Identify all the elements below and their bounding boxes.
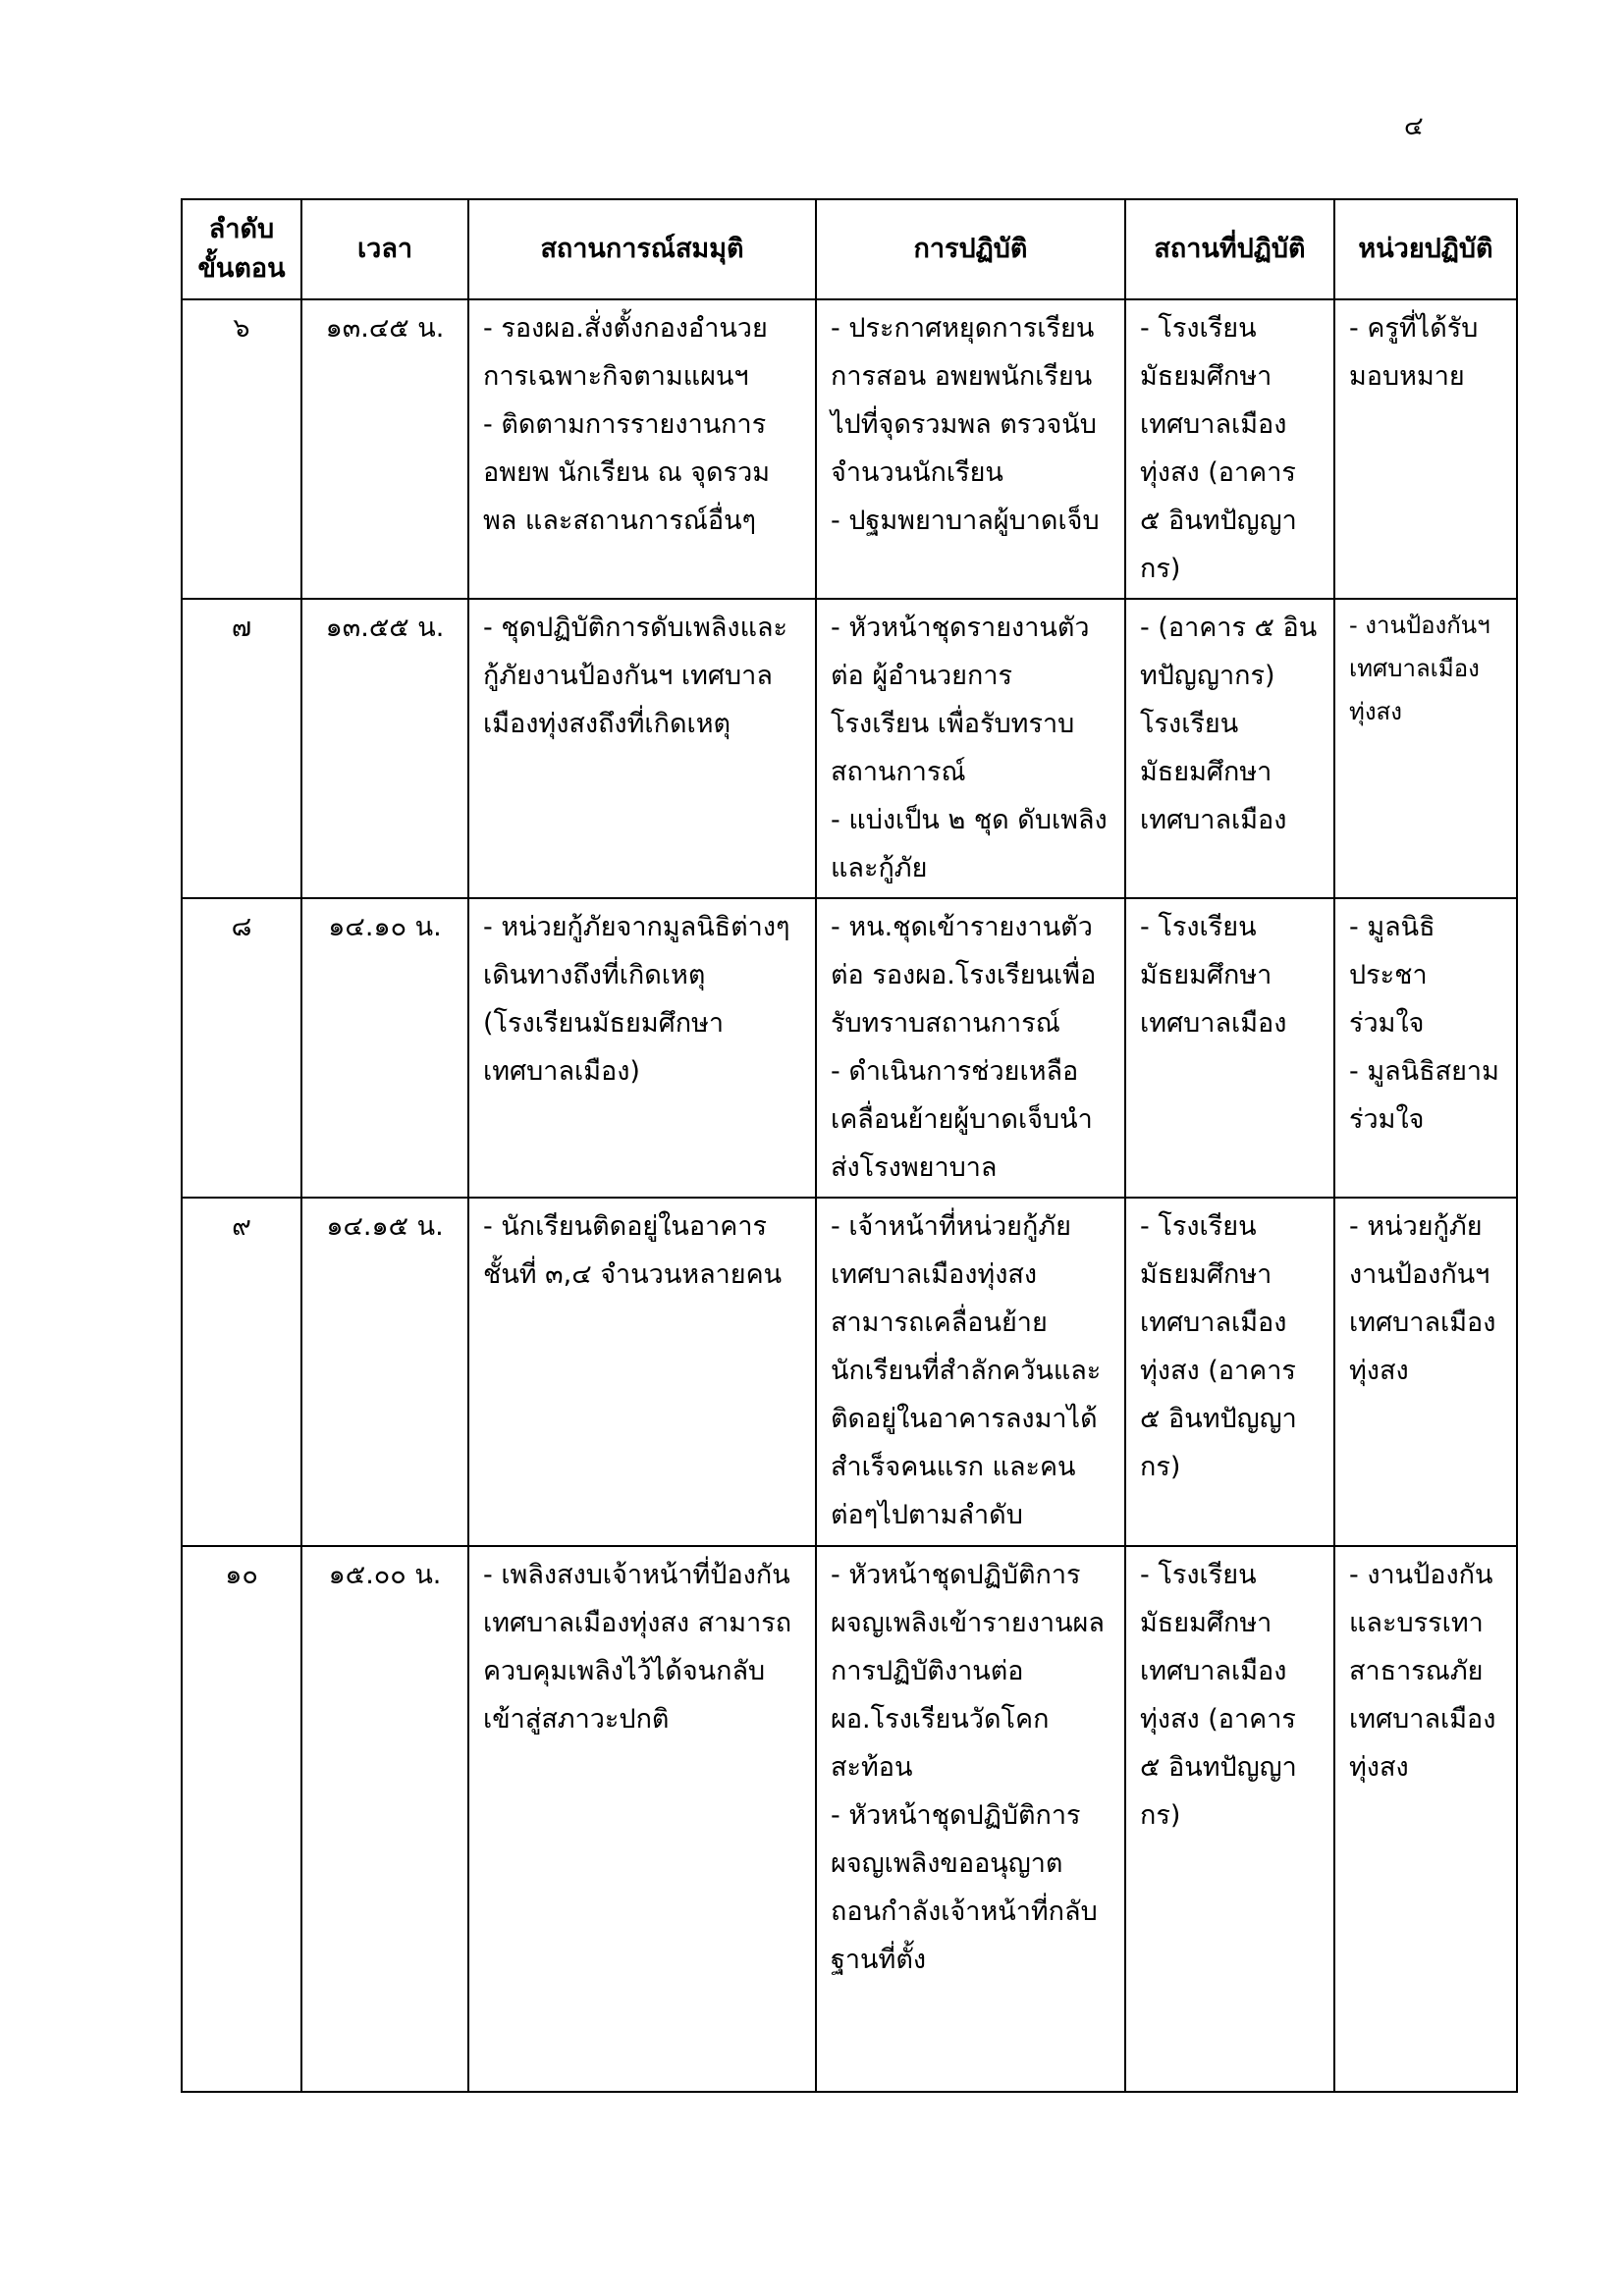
location-cell: - โรงเรียนมัธยมศึกษาเทศบาลเมือง <box>1125 898 1334 1198</box>
table-row <box>182 1546 1517 2092</box>
scenario-cell: - นักเรียนติดอยู่ในอาคารชั้นที่ ๓,๔ จำนวนหลายคน <box>468 1198 816 1546</box>
table-row <box>182 898 1517 1198</box>
scenario-cell: - ชุดปฏิบัติการดับเพลิงและกู้ภัยงานป้องกันฯ เทศบาลเมืองทุ่งสงถึงที่เกิดเหตุ <box>468 599 816 898</box>
unit-cell: - มูลนิธิประชาร่วมใจ - มูลนิธิสยามร่วมใจ <box>1334 898 1517 1198</box>
unit-cell: - ครูที่ได้รับมอบหมาย <box>1334 299 1517 599</box>
action-cell: - หน.ชุดเข้ารายงานตัวต่อ รองผอ.โรงเรียนเพื่อรับทราบสถานการณ์ - ดำเนินการช่วยเหลือเคลื่อนย้ายผู้บาดเจ็บนำส่งโรงพยาบาล <box>816 898 1125 1198</box>
location-cell: - (อาคาร ๕ อินทปัญญากร) โรงเรียนมัธยมศึกษาเทศบาลเมือง <box>1125 599 1334 898</box>
location-cell: - โรงเรียนมัธยมศึกษาเทศบาลเมืองทุ่งสง (อาคาร ๕ อินทปัญญากร) <box>1125 1198 1334 1546</box>
time-cell: ๑๔.๑๐ น. <box>301 898 468 1198</box>
step-cell: ๘ <box>182 898 301 1198</box>
table-row <box>182 1198 1517 1546</box>
table-header-row <box>182 199 1517 299</box>
header-unit: หน่วยปฏิบัติ <box>1334 199 1517 299</box>
scenario-cell: - หน่วยกู้ภัยจากมูลนิธิต่างๆ เดินทางถึงที่เกิดเหตุ (โรงเรียนมัธยมศึกษาเทศบาลเมือง) <box>468 898 816 1198</box>
unit-cell: - งานป้องกันและบรรเทาสาธารณภัย เทศบาลเมืองทุ่งสง <box>1334 1546 1517 2092</box>
time-cell: ๑๓.๔๕ น. <box>301 299 468 599</box>
action-cell: - หัวหน้าชุดรายงานตัวต่อ ผู้อำนวยการโรงเรียน เพื่อรับทราบสถานการณ์ - แบ่งเป็น ๒ ชุด ดับเพลิงและกู้ภัย <box>816 599 1125 898</box>
time-cell: ๑๕.๐๐ น. <box>301 1546 468 2092</box>
unit-cell: - งานป้องกันฯ เทศบาลเมืองทุ่งสง <box>1334 599 1517 898</box>
header-step: ลำดับ ขั้นตอน <box>182 199 301 299</box>
exercise-plan-table <box>181 198 1518 2093</box>
time-cell: ๑๔.๑๕ น. <box>301 1198 468 1546</box>
header-action: การปฏิบัติ <box>816 199 1125 299</box>
step-cell: ๙ <box>182 1198 301 1546</box>
location-cell: - โรงเรียนมัธยมศึกษาเทศบาลเมืองทุ่งสง (อาคาร ๕ อินทปัญญากร) <box>1125 1546 1334 2092</box>
page-number: ๔ <box>1404 112 1424 141</box>
action-cell: - หัวหน้าชุดปฏิบัติการผจญเพลิงเข้ารายงานผลการปฏิบัติงานต่อ ผอ.โรงเรียนวัดโคกสะท้อน - หัวหน้าชุดปฏิบัติการผจญเพลิงขออนุญาตถอนกำลังเจ้าหน้าที่กลับฐานที่ตั้ง <box>816 1546 1125 2092</box>
scenario-cell: - รองผอ.สั่งตั้งกองอำนวยการเฉพาะกิจตามแผนฯ - ติดตามการรายงานการอพยพ นักเรียน ณ จุดรวมพล และสถานการณ์อื่นๆ <box>468 299 816 599</box>
unit-cell: - หน่วยกู้ภัยงานป้องกันฯ เทศบาลเมืองทุ่งสง <box>1334 1198 1517 1546</box>
time-cell: ๑๓.๕๕ น. <box>301 599 468 898</box>
table-row <box>182 299 1517 599</box>
step-cell: ๑๐ <box>182 1546 301 2092</box>
header-time: เวลา <box>301 199 468 299</box>
action-cell: - เจ้าหน้าที่หน่วยกู้ภัยเทศบาลเมืองทุ่งสงสามารถเคลื่อนย้ายนักเรียนที่สำลักควันและติดอยู่ในอาคารลงมาได้สำเร็จคนแรก และคนต่อๆไปตามลำดับ <box>816 1198 1125 1546</box>
action-cell: - ประกาศหยุดการเรียนการสอน อพยพนักเรียนไปที่จุดรวมพล ตรวจนับจำนวนนักเรียน - ปฐมพยาบาลผู้บาดเจ็บ <box>816 299 1125 599</box>
header-scenario: สถานการณ์สมมุติ <box>468 199 816 299</box>
table-row <box>182 599 1517 898</box>
step-cell: ๖ <box>182 299 301 599</box>
header-location: สถานที่ปฏิบัติ <box>1125 199 1334 299</box>
scenario-cell: - เพลิงสงบเจ้าหน้าที่ป้องกันเทศบาลเมืองทุ่งสง สามารถควบคุมเพลิงไว้ได้จนกลับเข้าสู่สภาวะปกติ <box>468 1546 816 2092</box>
location-cell: - โรงเรียนมัธยมศึกษาเทศบาลเมืองทุ่งสง (อาคาร ๕ อินทปัญญากร) <box>1125 299 1334 599</box>
step-cell: ๗ <box>182 599 301 898</box>
